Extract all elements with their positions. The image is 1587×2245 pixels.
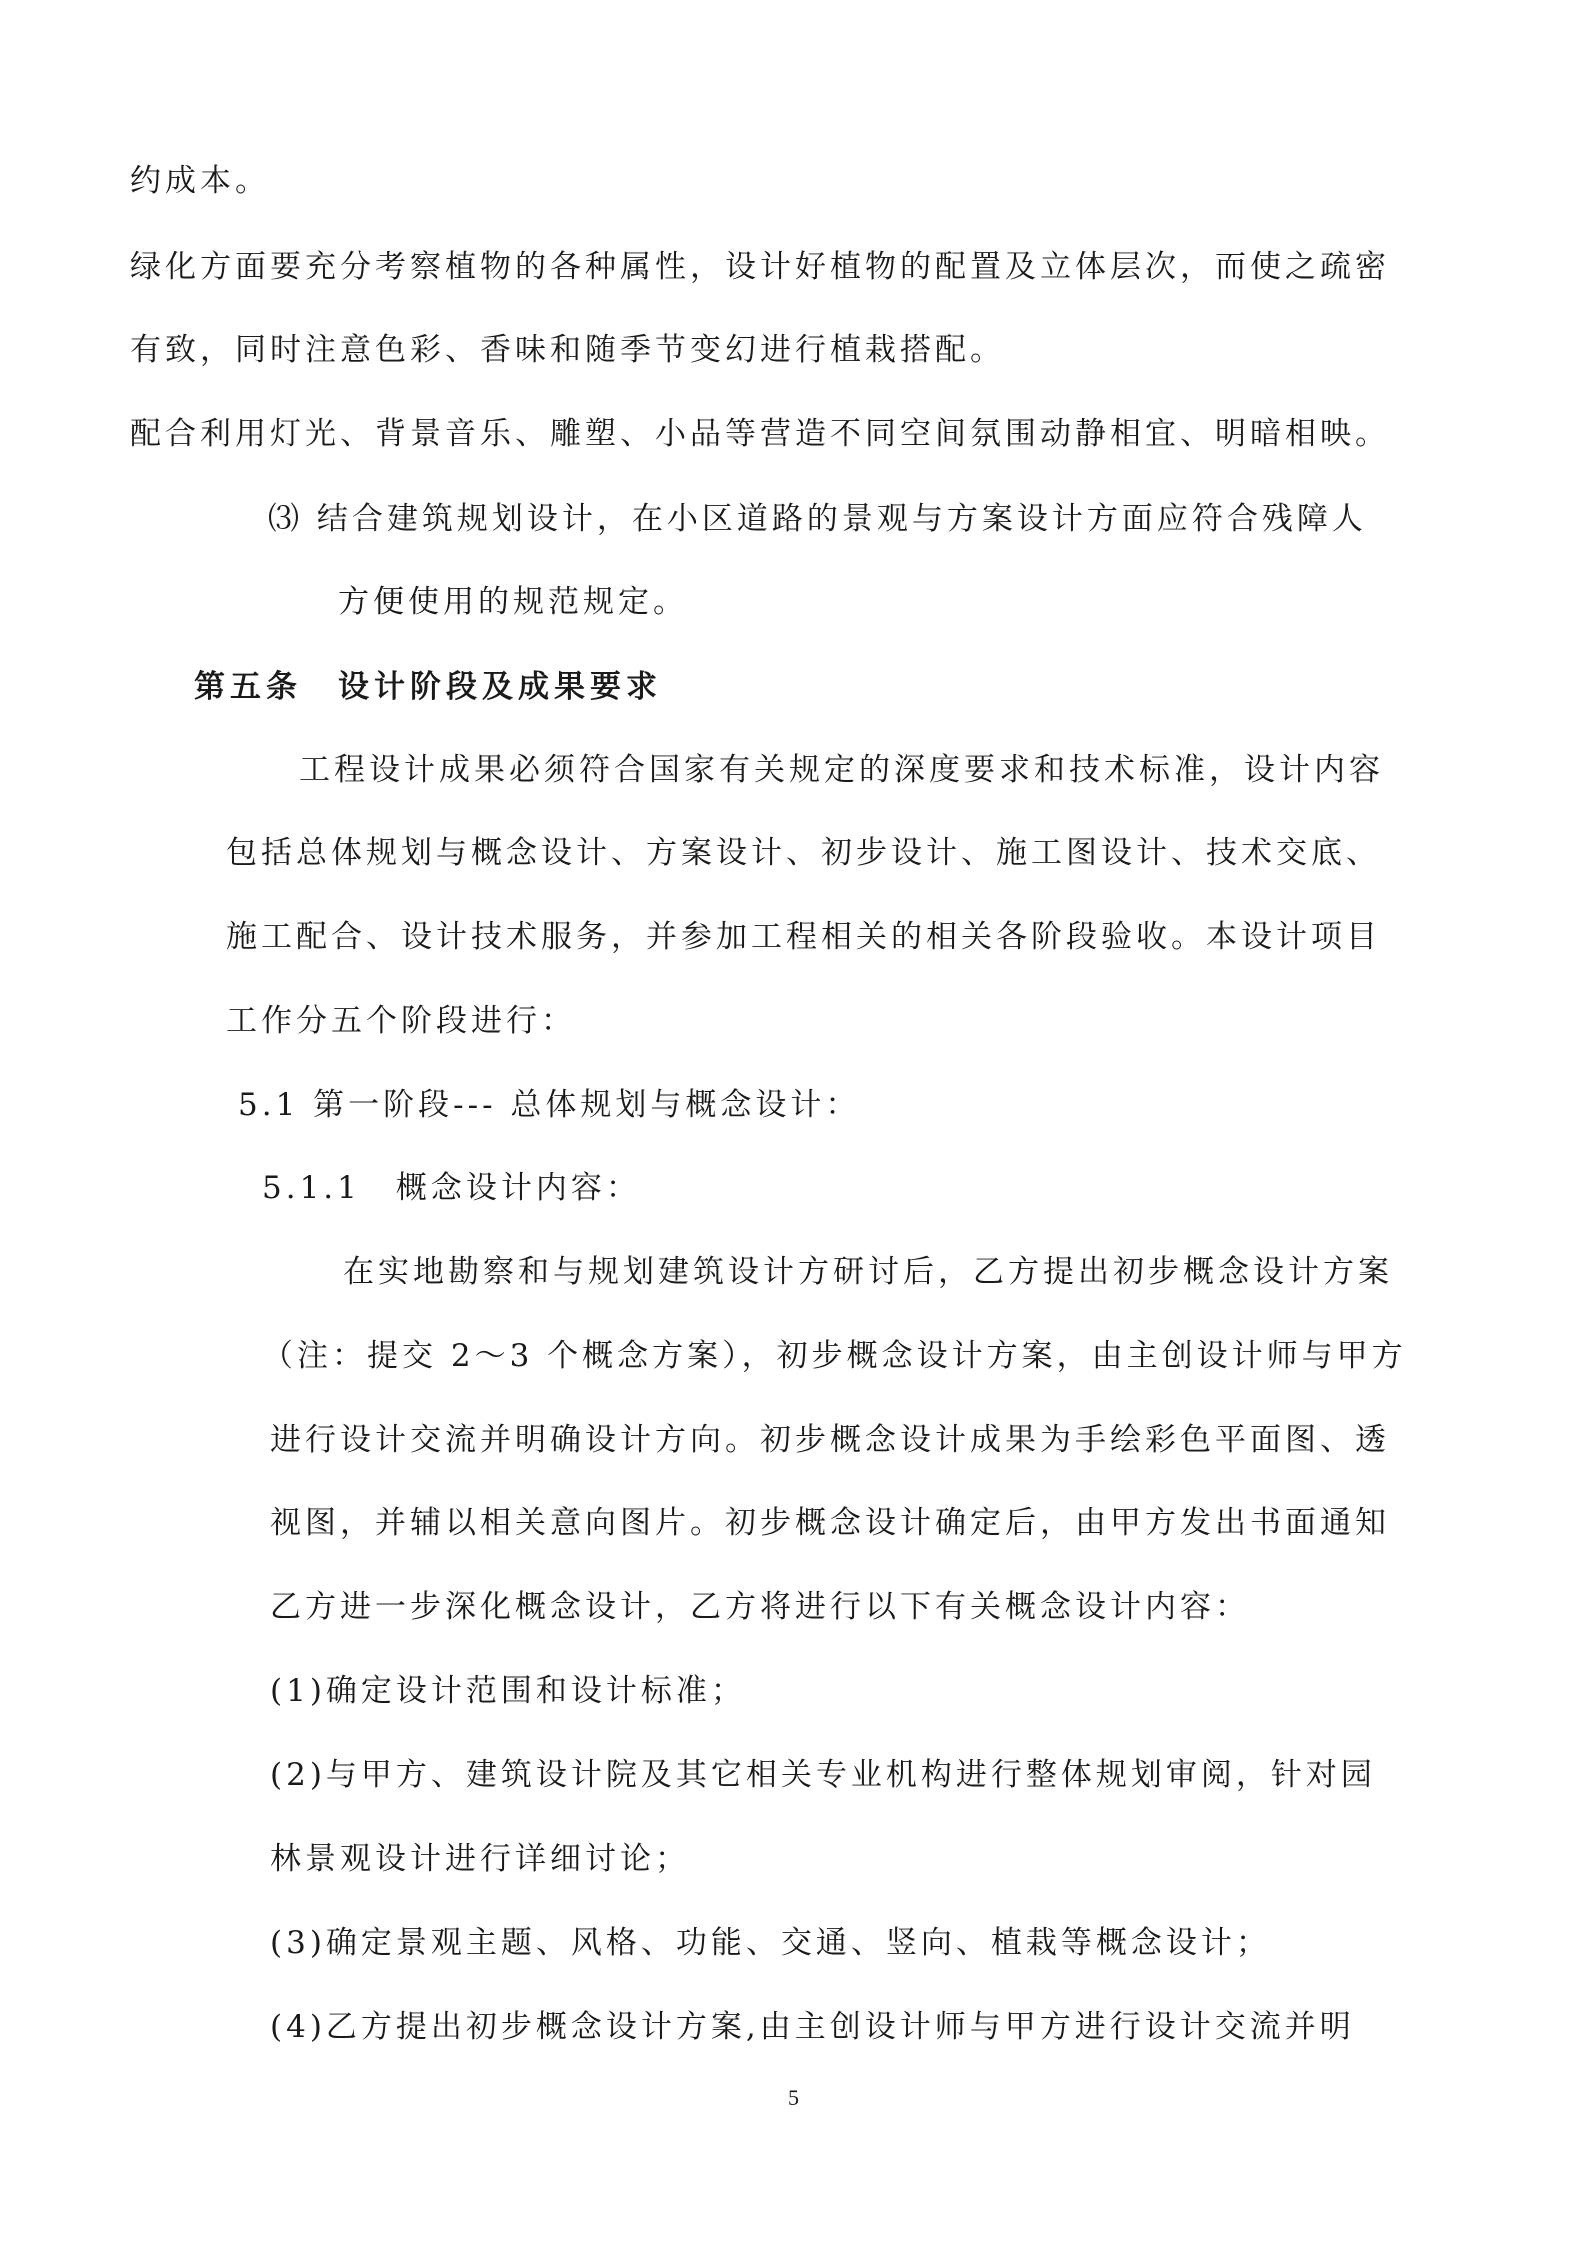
paragraph-line: （注：提交 2～3 个概念方案），初步概念设计方案，由主创设计师与甲方 bbox=[262, 1338, 1407, 1374]
paragraph-line: 施工配合、设计技术服务，并参加工程相关的相关各阶段验收。本设计项目 bbox=[226, 919, 1381, 955]
text-line: 配合利用灯光、背景音乐、雕塑、小品等营造不同空间氛围动静相宜、明暗相映。 bbox=[130, 416, 1390, 452]
list-item: ⑶ 结合建筑规划设计，在小区道路的景观与方案设计方面应符合残障人 bbox=[268, 501, 1367, 537]
paragraph-line: 包括总体规划与概念设计、方案设计、初步设计、施工图设计、技术交底、 bbox=[226, 835, 1381, 871]
list-item: (4)乙方提出初步概念设计方案,由主创设计师与甲方进行设计交流并明 bbox=[270, 2009, 1355, 2045]
text-line: 绿化方面要充分考察植物的各种属性，设计好植物的配置及立体层次，而使之疏密 bbox=[130, 249, 1390, 285]
paragraph-line: 视图，并辅以相关意向图片。初步概念设计确定后，由甲方发出书面通知 bbox=[270, 1505, 1390, 1541]
text-line: 方便使用的规范规定。 bbox=[338, 584, 688, 620]
text-line: 约成本。 bbox=[130, 163, 270, 199]
paragraph-line: 工作分五个阶段进行： bbox=[226, 1003, 576, 1039]
paragraph-line: 乙方进一步深化概念设计，乙方将进行以下有关概念设计内容： bbox=[270, 1589, 1250, 1625]
list-item: 林景观设计进行详细讨论； bbox=[270, 1841, 690, 1877]
section-heading: 第五条 设计阶段及成果要求 bbox=[194, 669, 662, 705]
subsection-heading: 5.1.1 概念设计内容： bbox=[262, 1170, 641, 1206]
paragraph-line: 工程设计成果必须符合国家有关规定的深度要求和技术标准，设计内容 bbox=[299, 752, 1384, 788]
paragraph-line: 在实地勘察和与规划建筑设计方研讨后，乙方提出初步概念设计方案 bbox=[343, 1254, 1393, 1290]
page-number: 5 bbox=[788, 2085, 799, 2110]
list-item: (3)确定景观主题、风格、功能、交通、竖向、植栽等概念设计； bbox=[270, 1925, 1271, 1961]
subsection-heading: 5.1 第一阶段--- 总体规划与概念设计： bbox=[238, 1087, 861, 1123]
list-item: (2)与甲方、建筑设计院及其它相关专业机构进行整体规划审阅，针对园 bbox=[270, 1757, 1376, 1793]
paragraph-line: 进行设计交流并明确设计方向。初步概念设计成果为手绘彩色平面图、透 bbox=[270, 1422, 1390, 1458]
text-line: 有致，同时注意色彩、香味和随季节变幻进行植栽搭配。 bbox=[130, 332, 1005, 368]
list-item: (1)确定设计范围和设计标准； bbox=[270, 1673, 746, 1709]
